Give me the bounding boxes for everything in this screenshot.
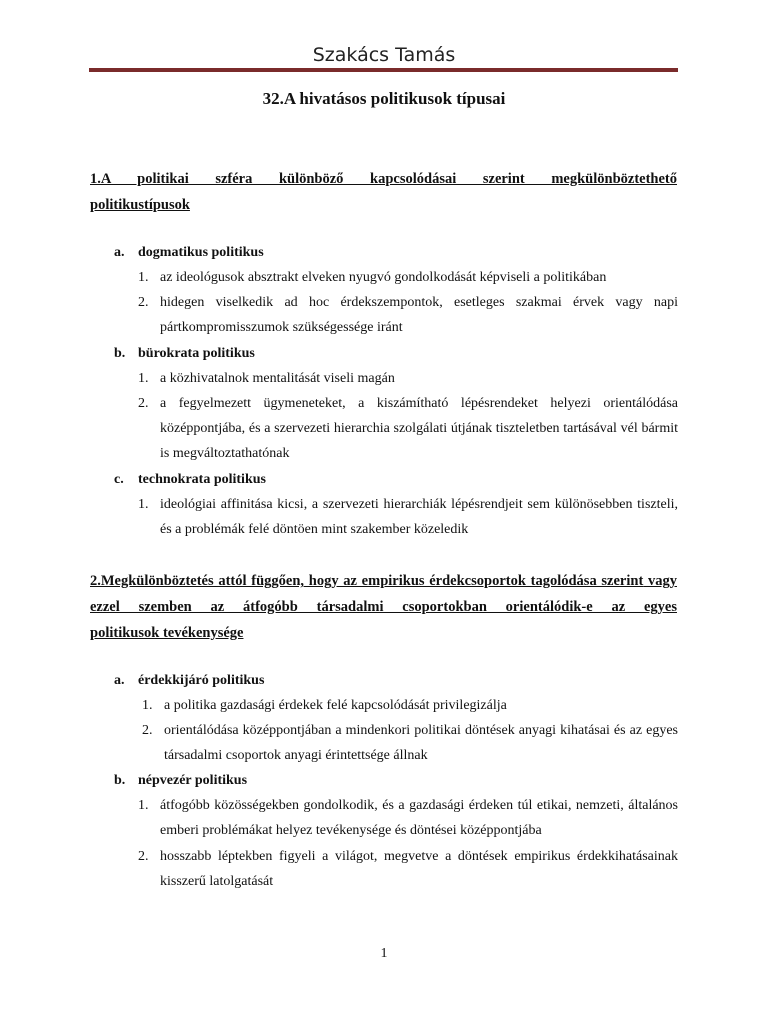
category-label: népvezér politikus [138,773,248,788]
section-1-heading-line2: politikustípusok [90,197,190,213]
item-text: az ideológusok absztrakt elveken nyugvó gondolkodását képviseli a politikában [160,270,607,285]
item-number: 2. [138,295,149,310]
list-item [138,366,678,391]
item-text: orientálódása középpontjában a mindenkori politikai döntések anyagi kihatásai és az egyes társadalmi csoportok anyagi érintettsége állnak [164,723,678,763]
category-label: bürokrata politikus [138,346,255,361]
list-item [138,290,678,340]
section-2-heading-line1: 2.Megkülönböztetés attól függően, hogy az empirikus érdekcsoportok tagolódása szerint [90,573,644,589]
item-number: 2. [138,849,149,864]
category-marker: a. [114,245,125,260]
category-erdekkijaro [114,668,264,693]
category-label: dogmatikus politikus [138,245,264,260]
page-title: 32.A hivatásos politikusok típusai [262,89,506,108]
category-marker: a. [114,673,125,688]
category-label: érdekkijáró politikus [138,673,265,688]
item-number: 1. [138,270,149,285]
item-text: a fegyelmezett ügymeneteket, a kiszámítható lépésrendeket helyezi orientálódása középpontjába, és a szervezeti hierarchia szolgálati útjának tiszteletben tartásával vél bármit is megváltoztathatónak [160,396,678,461]
category-burokrata [114,341,255,366]
section-2-heading-line3: politikusok tevékenysége [90,625,244,641]
item-number: 1. [138,497,149,512]
item-number: 1. [138,798,149,813]
list-item [142,718,678,768]
category-marker: b. [114,346,126,361]
list-item [138,492,678,542]
item-text: hidegen viselkedik ad hoc érdekszempontok, esetleges szakmai érvek vagy napi pártkompromisszumok szükségessége iránt [160,295,678,335]
section-1-heading [90,166,677,218]
category-marker: b. [114,773,126,788]
item-text: hosszabb léptekben figyeli a világot, megvetve a döntések empirikus érdekkihatásainak kisszerű latolgatását [160,849,678,889]
item-number: 2. [138,396,149,411]
category-label: technokrata politikus [138,472,266,487]
item-number: 1. [142,698,153,713]
item-text: a közhivatalnok mentalitását viseli magán [160,371,395,386]
category-dogmatikus [114,240,264,265]
list-item [138,844,678,894]
category-nepvezer [114,768,247,793]
list-item [138,265,678,290]
section-1-heading-line1: 1.A politikai szféra különböző kapcsolódásai szerint megkülönböztethető [90,171,677,187]
header-rule [89,68,678,72]
list-item [138,391,678,466]
section-2-heading-line2: vagy ezzel szemben az átfogóbb társadalmi csoportokban orientálódik-e az egyes [90,573,677,615]
section-2-heading [90,568,677,646]
item-text: átfogóbb közösségekben gondolkodik, és a gazdasági érdeken túl etikai, nemzeti, általános emberi problémákat helyez tevékenysége és döntései középpontjába [160,798,678,838]
item-text: ideológiai affinitása kicsi, a szervezeti hierarchiák lépésrendjeit sem különösebben tiszteli, és a problémák felé döntöen mint szakember közeledik [160,497,678,537]
category-technokrata [114,467,266,492]
item-number: 2. [142,723,153,738]
item-text: a politika gazdasági érdekek felé kapcsolódását privilegizálja [164,698,507,713]
header-author: Szakács Tamás [312,44,456,66]
page-number: 1 [380,946,388,961]
list-item [142,693,678,718]
list-item [138,793,678,843]
item-number: 1. [138,371,149,386]
category-marker: c. [114,472,124,487]
